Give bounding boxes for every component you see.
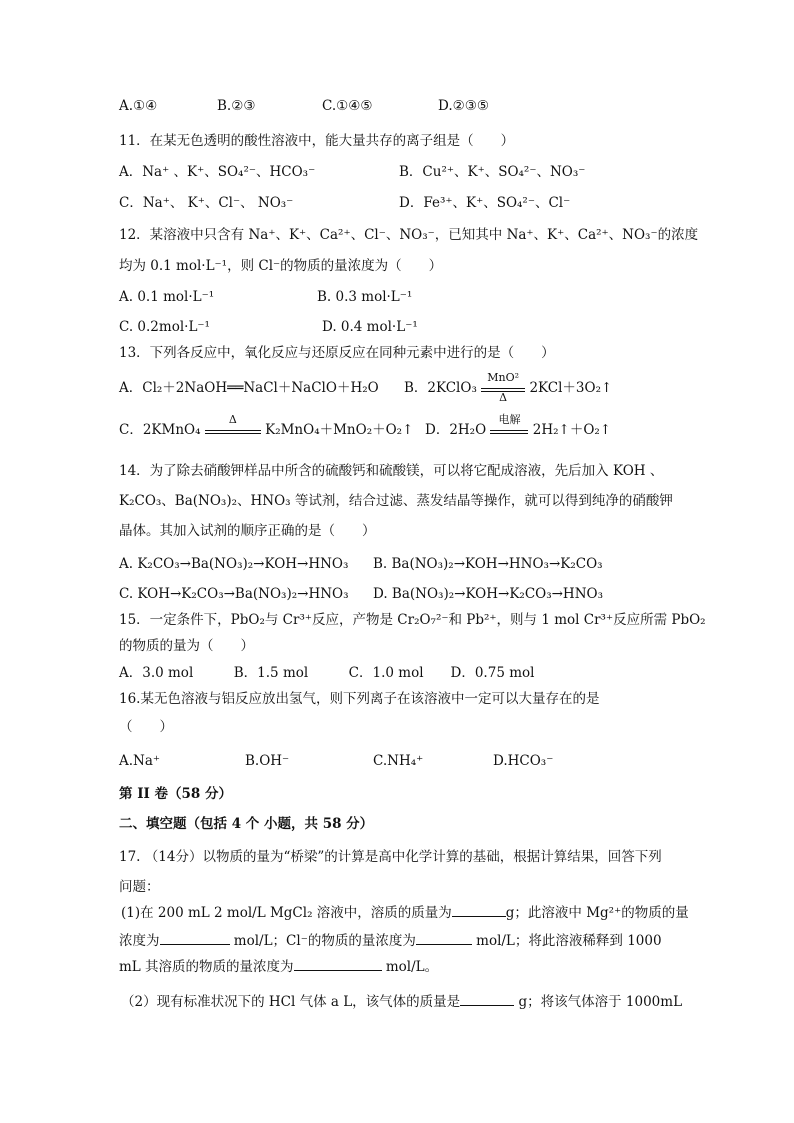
q13-option-b-product: 2KCl＋3O₂↑ xyxy=(529,380,613,396)
section-ii-volume-title: 第 II 卷（58 分） xyxy=(119,786,233,802)
q17-part1-text-a: (1)在 200 mL 2 mol/L MgCl₂ 溶液中，溶质的质量为 xyxy=(121,905,452,921)
q17-blank-mg-concentration[interactable] xyxy=(160,931,230,945)
q16-option-d: D.HCO₃⁻ xyxy=(493,753,554,769)
q15-stem-line1: 15．一定条件下，PbO₂与 Cr³⁺反应，产物是 Cr₂O₇²⁻和 Pb²⁺，则与 1 mol Cr³⁺反应所需 PbO₂ xyxy=(119,612,706,628)
q15-options: A．3.0 mol B．1.5 mol C．1.0 mol D．0.75 mol xyxy=(119,665,535,681)
q14-option-b: B. Ba(NO₃)₂→KOH→HNO₃→K₂CO₃ xyxy=(373,556,603,572)
q17-stem-line1: 17. （14分）以物质的量为“桥梁”的计算是高中化学计算的基础，根据计算结果，回答下列 xyxy=(119,849,662,865)
q13-option-d-arrow xyxy=(490,412,528,440)
q12-option-d: D. 0.4 mol·L⁻¹ xyxy=(322,319,418,335)
q17-part1-line2 xyxy=(119,931,662,950)
q13-option-a: A．Cl₂＋2NaOH══NaCl＋NaClO＋H₂O xyxy=(119,380,379,396)
q14-option-d: D. Ba(NO₃)₂→KOH→K₂CO₃→HNO₃ xyxy=(373,586,604,602)
q10-option-c: C.①④⑤ xyxy=(322,98,373,114)
q13-option-c-product: K₂MnO₄＋MnO₂＋O₂↑ xyxy=(265,422,414,438)
q17-part1-text-c: 浓度为 xyxy=(119,933,160,949)
q11-option-c: C．Na⁺、 K⁺、Cl⁻、 NO₃⁻ xyxy=(119,195,294,211)
q13-option-c-condition: Δ xyxy=(228,412,237,426)
q13-option-d-product: 2H₂↑＋O₂↑ xyxy=(532,422,612,438)
q13-option-b-catalyst: MnO² xyxy=(487,370,520,384)
q12-option-a: A. 0.1 mol·L⁻¹ xyxy=(119,289,215,305)
q17-part2-text-a: （2）现有标准状况下的 HCl 气体 a L，该气体的质量是 xyxy=(121,994,461,1010)
q10-option-a: A.①④ xyxy=(119,98,158,114)
section-ii-title: 二、填空题（包括 4 个 小题，共 58 分） xyxy=(119,816,374,832)
q13-option-b-condition: Δ xyxy=(499,390,508,404)
q17-part2-text-b: g；将该气体溶于 1000mL xyxy=(518,994,683,1010)
q11-stem: 11．在某无色透明的酸性溶液中，能大量共存的离子组是（ ） xyxy=(119,133,515,149)
q17-part1-text-g: mol/L。 xyxy=(385,959,439,975)
q16-option-c: C.NH₄⁺ xyxy=(373,753,424,769)
q10-option-b: B.②③ xyxy=(217,98,256,114)
q12-option-b: B. 0.3 mol·L⁻¹ xyxy=(317,289,413,305)
q13-option-d-reactant: D．2H₂O xyxy=(425,422,487,438)
q13-option-d xyxy=(425,412,612,440)
q16-stem-line1: 16.某无色溶液与铝反应放出氢气，则下列离子在该溶液中一定可以大量存在的是 xyxy=(119,691,600,707)
q16-option-b: B.OH⁻ xyxy=(245,753,290,769)
q14-stem-line3: 晶体。其加入试剂的顺序正确的是（ ） xyxy=(119,523,376,539)
q13-option-c-arrow xyxy=(205,412,261,440)
q11-option-b: B．Cu²⁺、K⁺、SO₄²⁻、NO₃⁻ xyxy=(399,164,586,180)
q13-option-c xyxy=(119,412,414,440)
q12-stem-line2: 均为 0.1 mol·L⁻¹，则 Cl⁻的物质的量浓度为（ ） xyxy=(119,258,443,274)
q14-option-c: C. KOH→K₂CO₃→Ba(NO₃)₂→HNO₃ xyxy=(119,586,349,602)
q17-part1-text-d: mol/L；Cl⁻的物质的量浓度为 xyxy=(233,933,416,949)
q17-part1-text-f: mL 其溶质的物质的量浓度为 xyxy=(119,959,294,975)
q17-part1-text-b: g；此溶液中 Mg²⁺的物质的量 xyxy=(505,905,689,921)
q17-part2-line1 xyxy=(121,992,682,1011)
q13-option-b xyxy=(404,370,613,404)
q13-option-b-arrow xyxy=(481,370,525,404)
q14-stem-line1: 14．为了除去硝酸钾样品中所含的硫酸钙和硫酸镁，可以将它配成溶液，先后加入 KOH 、 xyxy=(119,463,664,479)
q10-option-d: D.②③⑤ xyxy=(438,98,489,114)
q17-part1-text-e: mol/L；将此溶液稀释到 1000 xyxy=(476,933,662,949)
q17-part1-line1 xyxy=(121,903,689,922)
q12-stem-line1: 12．某溶液中只含有 Na⁺、K⁺、Ca²⁺、Cl⁻、NO₃⁻，已知其中 Na⁺、K⁺、Ca²⁺、NO₃⁻的浓度 xyxy=(119,227,699,243)
q15-stem-line2: 的物质的量为（ ） xyxy=(119,638,254,654)
q11-option-d: D．Fe³⁺、K⁺、SO₄²⁻、Cl⁻ xyxy=(399,195,571,211)
q17-blank-cl-concentration[interactable] xyxy=(416,931,472,945)
q16-stem-line2: （ ） xyxy=(119,719,173,735)
q13-option-d-condition: 电解 xyxy=(498,412,521,426)
q11-option-a: A．Na⁺ 、K⁺、SO₄²⁻、HCO₃⁻ xyxy=(119,164,316,180)
q17-blank-solute-mass[interactable] xyxy=(452,903,506,917)
q16-option-a: A.Na⁺ xyxy=(119,753,161,769)
q17-part1-line3 xyxy=(119,957,438,976)
q13-option-c-reactant: C．2KMnO₄ xyxy=(119,422,201,438)
q17-stem-line2: 问题： xyxy=(119,879,160,895)
q13-stem: 13．下列各反应中，氧化反应与还原反应在同种元素中进行的是（ ） xyxy=(119,345,555,361)
q14-stem-line2: K₂CO₃、Ba(NO₃)₂、HNO₃ 等试剂，结合过滤、蒸发结晶等操作，就可以得到纯净的硝酸钾 xyxy=(119,493,673,509)
q14-option-a: A. K₂CO₃→Ba(NO₃)₂→KOH→HNO₃ xyxy=(119,556,349,572)
q17-blank-diluted-concentration[interactable] xyxy=(294,957,382,971)
q13-option-b-reactant: B．2KClO₃ xyxy=(404,380,477,396)
q12-option-c: C. 0.2mol·L⁻¹ xyxy=(119,319,210,335)
q17-blank-hcl-mass[interactable] xyxy=(460,992,514,1006)
